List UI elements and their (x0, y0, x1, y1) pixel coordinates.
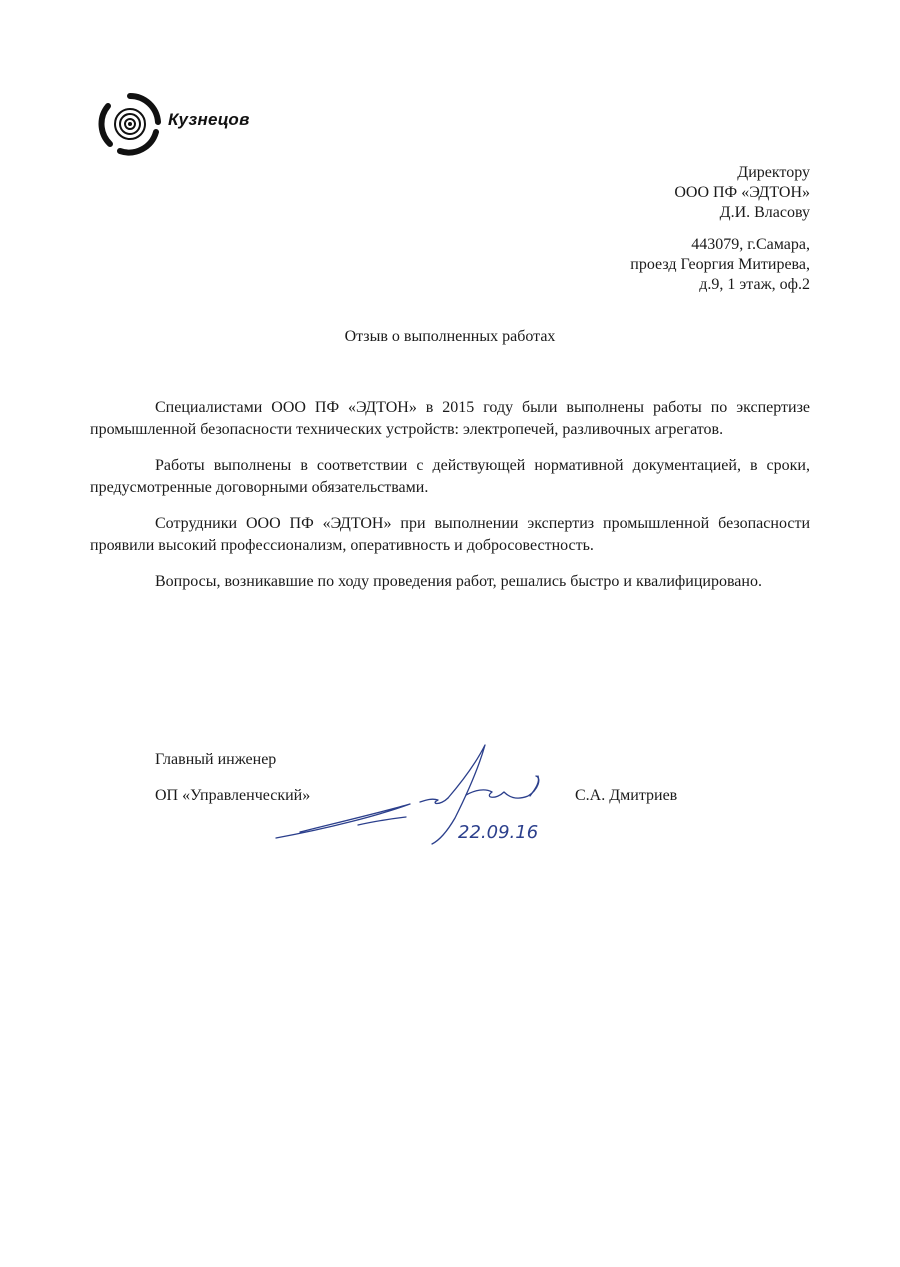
letter-body (90, 397, 810, 608)
handwritten-signature (270, 740, 570, 850)
address-block (630, 235, 810, 295)
body-paragraph: Работы выполнены в соответствии с действующей нормативной документацией, в сроки, предусмотренные договорными обязательствами. (90, 457, 810, 496)
signatory-name: С.А. Дмитриев (575, 787, 678, 804)
addressee-name: Д.И. Власову (719, 204, 810, 221)
logo-text: Кузнецов (168, 110, 250, 129)
address-street: проезд Георгия Митирева, (630, 256, 810, 273)
body-paragraph: Сотрудники ООО ПФ «ЭДТОН» при выполнении экспертиз промышленной безопасности проявили высокий профессионализм, оперативность и добросовестность. (90, 515, 810, 554)
body-paragraph: Вопросы, возникавшие по ходу проведения работ, решались быстро и квалифицировано. (155, 573, 762, 590)
body-paragraph: Специалистами ООО ПФ «ЭДТОН» в 2015 году были выполнены работы по экспертизе промышленной безопасности технических устройств: электропечей, разливочных агрегатов. (90, 399, 810, 438)
company-logo (98, 92, 278, 156)
address-city: 443079, г.Самара, (691, 236, 810, 253)
kuznetsov-logo-icon (98, 92, 162, 156)
addressee-block (674, 163, 810, 223)
signatory-unit: ОП «Управленческий» (155, 787, 311, 804)
addressee-position: Директору (737, 164, 810, 181)
address-building: д.9, 1 этаж, оф.2 (699, 276, 810, 293)
document-title: Отзыв о выполненных работах (344, 328, 556, 345)
signature-date: 22.09.16 (458, 822, 539, 843)
addressee-company: ООО ПФ «ЭДТОН» (674, 184, 810, 201)
signatory-position: Главный инженер (155, 751, 277, 768)
